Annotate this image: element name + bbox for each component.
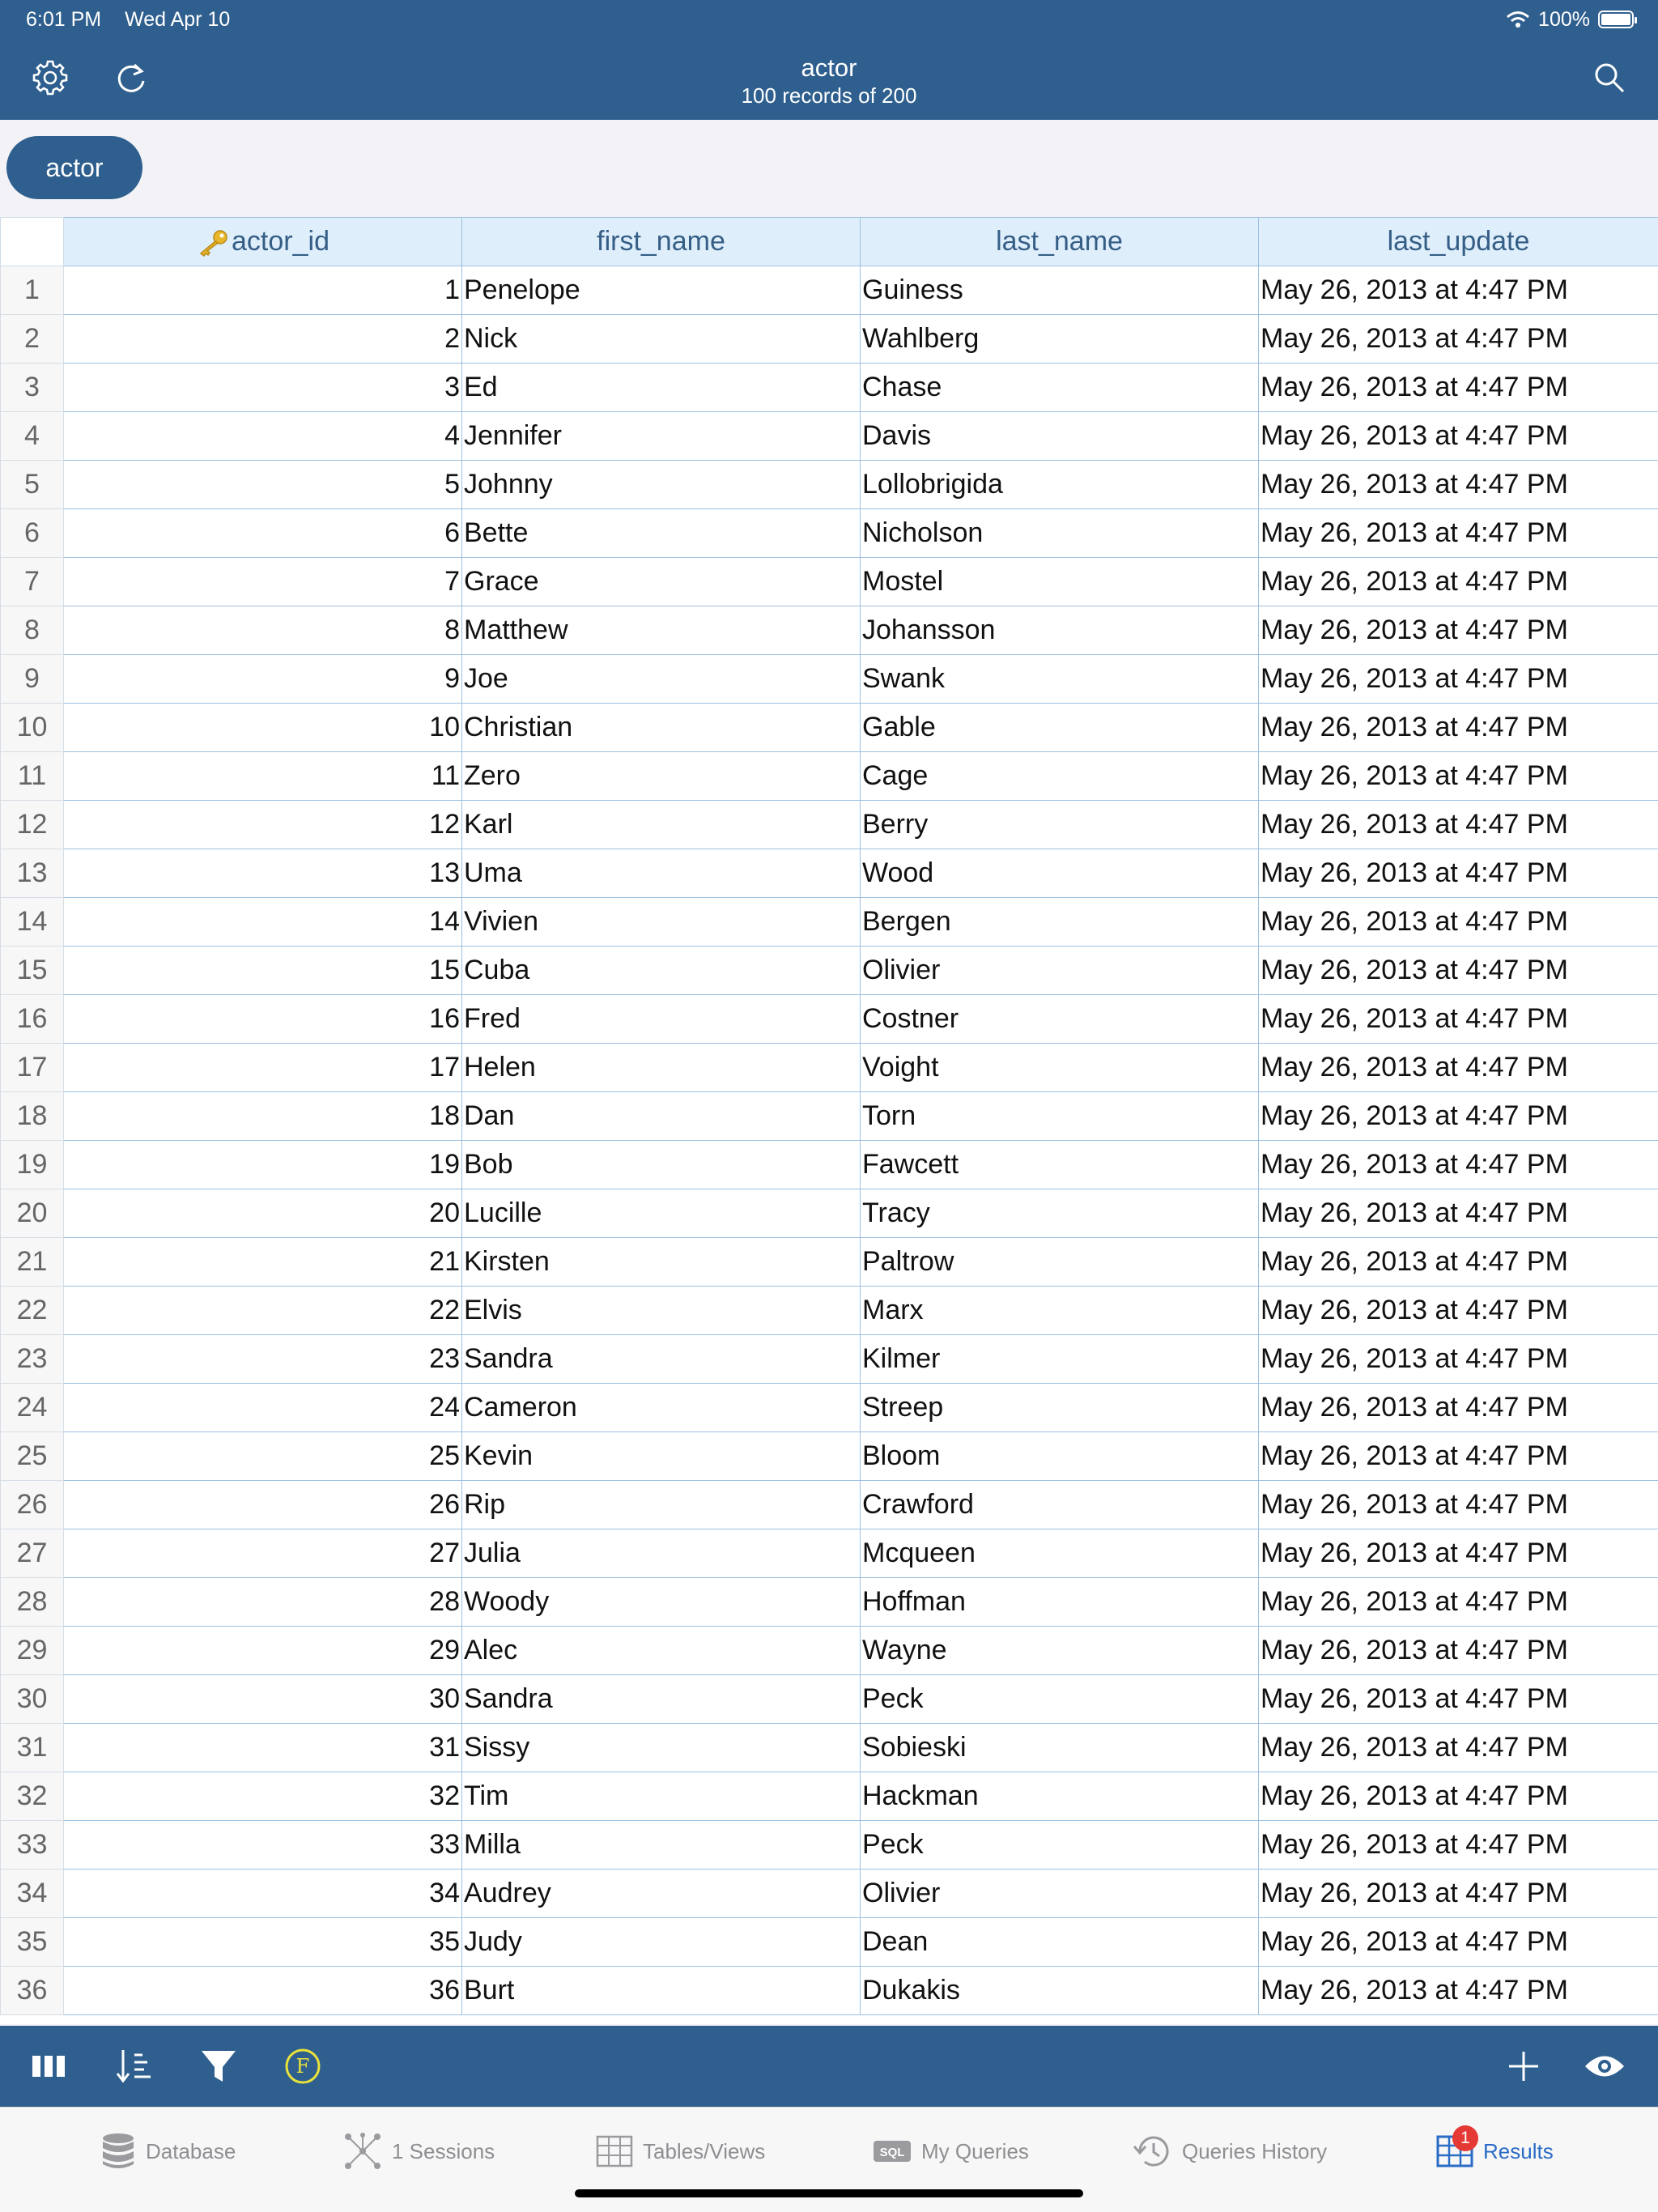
cell-last-name[interactable]: Olivier (861, 1870, 1259, 1918)
cell-actor-id[interactable]: 13 (64, 849, 462, 898)
table-row[interactable] (1, 946, 1658, 995)
cell-last-name[interactable]: Dean (861, 1918, 1259, 1967)
cell-first-name[interactable]: Fred (462, 995, 861, 1044)
cell-first-name[interactable]: Alec (462, 1627, 861, 1675)
cell-first-name[interactable]: Rip (462, 1481, 861, 1529)
row-number: 9 (1, 655, 64, 704)
cell-actor-id[interactable]: 3 (64, 364, 462, 412)
table-row[interactable] (1, 704, 1658, 752)
cell-last-name[interactable]: Fawcett (861, 1141, 1259, 1189)
cell-last-name[interactable]: Costner (861, 995, 1259, 1044)
cell-last-update[interactable]: May 26, 2013 at 4:47 PM (1259, 558, 1658, 606)
row-number: 21 (1, 1238, 64, 1287)
row-number: 28 (1, 1578, 64, 1627)
column-header-actor-id[interactable] (64, 218, 462, 266)
cell-first-name[interactable]: Ed (462, 364, 861, 412)
cell-last-name[interactable]: Wahlberg (861, 315, 1259, 364)
cell-first-name[interactable]: Zero (462, 752, 861, 801)
cell-first-name[interactable]: Matthew (462, 606, 861, 655)
results-grid[interactable] (0, 217, 1658, 2024)
table-row[interactable] (1, 1772, 1658, 1821)
cell-last-name[interactable]: Berry (861, 801, 1259, 849)
cell-actor-id[interactable]: 12 (64, 801, 462, 849)
cell-last-name[interactable]: Crawford (861, 1481, 1259, 1529)
home-indicator (575, 2189, 1083, 2197)
row-number: 13 (1, 849, 64, 898)
cell-first-name[interactable]: Joe (462, 655, 861, 704)
tab-actor[interactable]: actor (6, 136, 142, 199)
sort-icon[interactable] (113, 2045, 155, 2087)
cell-last-update[interactable]: May 26, 2013 at 4:47 PM (1259, 1335, 1658, 1384)
row-number: 17 (1, 1044, 64, 1092)
table-row[interactable] (1, 1578, 1658, 1627)
cell-first-name[interactable]: Kevin (462, 1432, 861, 1481)
cell-last-update[interactable]: May 26, 2013 at 4:47 PM (1259, 1384, 1658, 1432)
table-row[interactable] (1, 1238, 1658, 1287)
cell-last-update[interactable]: May 26, 2013 at 4:47 PM (1259, 364, 1658, 412)
table-row[interactable] (1, 266, 1658, 315)
tab-label: My Queries (921, 2138, 1029, 2163)
row-number: 33 (1, 1821, 64, 1870)
cell-first-name[interactable]: Johnny (462, 461, 861, 509)
row-number: 34 (1, 1870, 64, 1918)
cell-actor-id[interactable]: 16 (64, 995, 462, 1044)
cell-last-name[interactable]: Swank (861, 655, 1259, 704)
cell-last-name[interactable]: Mcqueen (861, 1529, 1259, 1578)
cell-first-name[interactable]: Uma (462, 849, 861, 898)
row-number: 10 (1, 704, 64, 752)
cell-last-name[interactable]: Bloom (861, 1432, 1259, 1481)
cell-last-name[interactable]: Streep (861, 1384, 1259, 1432)
row-number: 6 (1, 509, 64, 558)
row-number: 23 (1, 1335, 64, 1384)
row-number: 2 (1, 315, 64, 364)
row-number: 7 (1, 558, 64, 606)
table-row[interactable] (1, 412, 1658, 461)
row-number: 22 (1, 1287, 64, 1335)
cell-first-name[interactable]: Jennifer (462, 412, 861, 461)
cell-last-name[interactable]: Hoffman (861, 1578, 1259, 1627)
table-row[interactable] (1, 1335, 1658, 1384)
table-row[interactable] (1, 1918, 1658, 1967)
row-number: 31 (1, 1724, 64, 1772)
cell-last-name[interactable]: Bergen (861, 898, 1259, 946)
table-row[interactable] (1, 1724, 1658, 1772)
row-number: 5 (1, 461, 64, 509)
cell-first-name[interactable]: Sandra (462, 1335, 861, 1384)
cell-last-update[interactable]: May 26, 2013 at 4:47 PM (1259, 1238, 1658, 1287)
row-number: 32 (1, 1772, 64, 1821)
row-number: 36 (1, 1967, 64, 2015)
table-row[interactable] (1, 898, 1658, 946)
cell-last-update[interactable]: May 26, 2013 at 4:47 PM (1259, 461, 1658, 509)
filter-icon[interactable] (198, 2045, 240, 2087)
cell-first-name[interactable]: Lucille (462, 1189, 861, 1238)
table-row[interactable] (1, 1821, 1658, 1870)
table-icon (596, 2135, 633, 2167)
row-number: 1 (1, 266, 64, 315)
tab-my-queries[interactable] (873, 2129, 1029, 2174)
column-header-label: actor_id (232, 226, 329, 257)
cell-actor-id[interactable]: 2 (64, 315, 462, 364)
cell-actor-id[interactable]: 27 (64, 1529, 462, 1578)
cell-last-update[interactable]: May 26, 2013 at 4:47 PM (1259, 1724, 1658, 1772)
table-row[interactable] (1, 558, 1658, 606)
columns-icon[interactable] (28, 2045, 70, 2087)
table-row[interactable] (1, 995, 1658, 1044)
cell-first-name[interactable]: Sissy (462, 1724, 861, 1772)
table-row[interactable] (1, 1967, 1658, 2015)
table-row[interactable] (1, 364, 1658, 412)
table-row[interactable] (1, 461, 1658, 509)
row-number: 19 (1, 1141, 64, 1189)
row-number: 35 (1, 1918, 64, 1967)
cell-last-update[interactable]: May 26, 2013 at 4:47 PM (1259, 898, 1658, 946)
tab-label: Queries History (1182, 2138, 1328, 2163)
cell-last-name[interactable]: Voight (861, 1044, 1259, 1092)
cell-last-name[interactable]: Lollobrigida (861, 461, 1259, 509)
row-number: 20 (1, 1189, 64, 1238)
cell-last-update[interactable]: May 26, 2013 at 4:47 PM (1259, 752, 1658, 801)
sessions-icon (343, 2132, 382, 2171)
row-number: 24 (1, 1384, 64, 1432)
cell-last-update[interactable]: May 26, 2013 at 4:47 PM (1259, 1918, 1658, 1967)
table-row[interactable] (1, 1189, 1658, 1238)
header-row (1, 218, 1658, 266)
cell-actor-id[interactable]: 24 (64, 1384, 462, 1432)
cell-last-update[interactable]: May 26, 2013 at 4:47 PM (1259, 1481, 1658, 1529)
table-row[interactable] (1, 1287, 1658, 1335)
cell-first-name[interactable]: Judy (462, 1918, 861, 1967)
cell-last-update[interactable]: May 26, 2013 at 4:47 PM (1259, 995, 1658, 1044)
cell-actor-id[interactable]: 30 (64, 1675, 462, 1724)
cell-last-update[interactable]: May 26, 2013 at 4:47 PM (1259, 849, 1658, 898)
row-number: 8 (1, 606, 64, 655)
data-table (0, 217, 1658, 2015)
row-number: 25 (1, 1432, 64, 1481)
table-row[interactable] (1, 1481, 1658, 1529)
table-row[interactable] (1, 1529, 1658, 1578)
cell-last-update[interactable]: May 26, 2013 at 4:47 PM (1259, 1675, 1658, 1724)
cell-last-update[interactable]: May 26, 2013 at 4:47 PM (1259, 1189, 1658, 1238)
cell-last-update[interactable]: May 26, 2013 at 4:47 PM (1259, 1772, 1658, 1821)
row-number: 18 (1, 1092, 64, 1141)
table-row[interactable] (1, 1870, 1658, 1918)
primary-key-icon (196, 229, 228, 257)
row-number: 27 (1, 1529, 64, 1578)
cell-last-update[interactable]: May 26, 2013 at 4:47 PM (1259, 509, 1658, 558)
row-number: 11 (1, 752, 64, 801)
cell-actor-id[interactable]: 36 (64, 1967, 462, 2015)
row-number: 26 (1, 1481, 64, 1529)
cell-actor-id[interactable]: 23 (64, 1335, 462, 1384)
status-bar-left (26, 6, 248, 32)
cell-actor-id[interactable]: 35 (64, 1918, 462, 1967)
tab-label: 1 Sessions (392, 2138, 495, 2163)
table-row[interactable] (1, 1044, 1658, 1092)
cell-first-name[interactable]: Bob (462, 1141, 861, 1189)
cell-first-name[interactable]: Vivien (462, 898, 861, 946)
table-row[interactable] (1, 1675, 1658, 1724)
row-number: 15 (1, 946, 64, 995)
column-header-last-update[interactable]: last_update (1259, 218, 1658, 266)
column-header-last-name[interactable]: last_name (861, 218, 1259, 266)
battery-icon (1598, 11, 1634, 28)
tab-label: Tables/Views (643, 2138, 766, 2163)
cell-last-name[interactable]: Kilmer (861, 1335, 1259, 1384)
cell-actor-id[interactable]: 19 (64, 1141, 462, 1189)
cell-actor-id[interactable]: 21 (64, 1238, 462, 1287)
svg-text:F: F (295, 2055, 310, 2078)
cell-last-name[interactable]: Tracy (861, 1189, 1259, 1238)
cell-last-name[interactable]: Mostel (861, 558, 1259, 606)
search-icon[interactable] (1588, 57, 1630, 99)
cell-actor-id[interactable]: 22 (64, 1287, 462, 1335)
cell-first-name[interactable]: Nick (462, 315, 861, 364)
tab-sessions[interactable] (343, 2129, 495, 2174)
table-row[interactable] (1, 655, 1658, 704)
cell-last-update[interactable]: May 26, 2013 at 4:47 PM (1259, 606, 1658, 655)
cell-last-name[interactable]: Wood (861, 849, 1259, 898)
table-row[interactable] (1, 801, 1658, 849)
function-icon[interactable] (282, 2045, 324, 2087)
page-title: actor (801, 53, 857, 82)
cell-actor-id[interactable]: 11 (64, 752, 462, 801)
cell-first-name[interactable]: Sandra (462, 1675, 861, 1724)
cell-last-name[interactable]: Nicholson (861, 509, 1259, 558)
table-row[interactable] (1, 1092, 1658, 1141)
cell-last-name[interactable]: Guiness (861, 266, 1259, 315)
cell-last-name[interactable]: Torn (861, 1092, 1259, 1141)
cell-last-update[interactable]: May 26, 2013 at 4:47 PM (1259, 1578, 1658, 1627)
tab-database[interactable] (100, 2129, 236, 2174)
cell-last-name[interactable]: Cage (861, 752, 1259, 801)
navigation-bar (0, 0, 1658, 120)
cell-last-update[interactable]: May 26, 2013 at 4:47 PM (1259, 1287, 1658, 1335)
cell-first-name[interactable]: Cuba (462, 946, 861, 995)
cell-actor-id[interactable]: 26 (64, 1481, 462, 1529)
cell-actor-id[interactable]: 33 (64, 1821, 462, 1870)
row-number: 4 (1, 412, 64, 461)
table-row[interactable] (1, 1627, 1658, 1675)
cell-last-name[interactable]: Gable (861, 704, 1259, 752)
cell-actor-id[interactable]: 18 (64, 1092, 462, 1141)
cell-last-update[interactable]: May 26, 2013 at 4:47 PM (1259, 1529, 1658, 1578)
cell-actor-id[interactable]: 29 (64, 1627, 462, 1675)
cell-actor-id[interactable]: 5 (64, 461, 462, 509)
cell-last-update[interactable]: May 26, 2013 at 4:47 PM (1259, 1821, 1658, 1870)
cell-actor-id[interactable]: 34 (64, 1870, 462, 1918)
cell-last-update[interactable]: May 26, 2013 at 4:47 PM (1259, 1092, 1658, 1141)
svg-text:SQL: SQL (879, 2146, 905, 2159)
cell-actor-id[interactable]: 32 (64, 1772, 462, 1821)
cell-last-update[interactable]: May 26, 2013 at 4:47 PM (1259, 1627, 1658, 1675)
cell-actor-id[interactable]: 8 (64, 606, 462, 655)
cell-first-name[interactable]: Helen (462, 1044, 861, 1092)
cell-last-name[interactable]: Wayne (861, 1627, 1259, 1675)
row-number: 12 (1, 801, 64, 849)
cell-last-name[interactable]: Peck (861, 1675, 1259, 1724)
cell-actor-id[interactable]: 6 (64, 509, 462, 558)
table-body (1, 266, 1658, 2015)
row-number: 29 (1, 1627, 64, 1675)
grid-toolbar (0, 2026, 1658, 2107)
row-number: 3 (1, 364, 64, 412)
table-row[interactable] (1, 315, 1658, 364)
status-time: 6:01 PM (26, 8, 102, 31)
cell-actor-id[interactable]: 28 (64, 1578, 462, 1627)
cell-first-name[interactable]: Cameron (462, 1384, 861, 1432)
results-icon (1436, 2129, 1473, 2167)
cell-actor-id[interactable]: 14 (64, 898, 462, 946)
cell-last-name[interactable]: Olivier (861, 946, 1259, 995)
corner-cell (1, 218, 64, 266)
table-row[interactable] (1, 1384, 1658, 1432)
cell-actor-id[interactable]: 15 (64, 946, 462, 995)
cell-first-name[interactable]: Woody (462, 1578, 861, 1627)
sql-icon (873, 2140, 912, 2163)
wifi-icon (1506, 10, 1530, 29)
cell-actor-id[interactable]: 10 (64, 704, 462, 752)
cell-actor-id[interactable]: 25 (64, 1432, 462, 1481)
table-row[interactable] (1, 752, 1658, 801)
cell-first-name[interactable]: Burt (462, 1967, 861, 2015)
row-number: 30 (1, 1675, 64, 1724)
results-badge: 1 (1452, 2125, 1478, 2151)
tab-label: Database (146, 2138, 236, 2163)
cell-last-update[interactable]: May 26, 2013 at 4:47 PM (1259, 1432, 1658, 1481)
cell-last-update[interactable]: May 26, 2013 at 4:47 PM (1259, 266, 1658, 315)
cell-last-update[interactable]: May 26, 2013 at 4:47 PM (1259, 412, 1658, 461)
cell-last-name[interactable]: Peck (861, 1821, 1259, 1870)
cell-first-name[interactable]: Kirsten (462, 1238, 861, 1287)
status-date: Wed Apr 10 (125, 8, 231, 31)
tab-queries-history[interactable] (1132, 2129, 1327, 2174)
cell-first-name[interactable]: Audrey (462, 1870, 861, 1918)
cell-first-name[interactable]: Elvis (462, 1287, 861, 1335)
cell-first-name[interactable]: Dan (462, 1092, 861, 1141)
cell-actor-id[interactable]: 4 (64, 412, 462, 461)
battery-percent: 100% (1538, 8, 1590, 31)
cell-first-name[interactable]: Tim (462, 1772, 861, 1821)
cell-actor-id[interactable]: 17 (64, 1044, 462, 1092)
cell-last-name[interactable]: Marx (861, 1287, 1259, 1335)
cell-last-update[interactable]: May 26, 2013 at 4:47 PM (1259, 655, 1658, 704)
history-icon (1132, 2132, 1172, 2171)
database-icon (100, 2132, 136, 2171)
tab-results[interactable] (1436, 2129, 1554, 2174)
column-header-first-name[interactable]: first_name (462, 218, 861, 266)
tab-label: Results (1483, 2138, 1554, 2163)
row-number: 16 (1, 995, 64, 1044)
cell-last-name[interactable]: Sobieski (861, 1724, 1259, 1772)
cell-last-name[interactable]: Dukakis (861, 1967, 1259, 2015)
table-row[interactable] (1, 849, 1658, 898)
cell-last-name[interactable]: Chase (861, 364, 1259, 412)
cell-first-name[interactable]: Milla (462, 1821, 861, 1870)
cell-first-name[interactable]: Grace (462, 558, 861, 606)
eye-icon[interactable] (1584, 2045, 1626, 2087)
cell-actor-id[interactable]: 7 (64, 558, 462, 606)
cell-actor-id[interactable]: 31 (64, 1724, 462, 1772)
cell-last-update[interactable]: May 26, 2013 at 4:47 PM (1259, 315, 1658, 364)
cell-last-update[interactable]: May 26, 2013 at 4:47 PM (1259, 946, 1658, 995)
cell-last-name[interactable]: Davis (861, 412, 1259, 461)
cell-first-name[interactable]: Julia (462, 1529, 861, 1578)
cell-actor-id[interactable]: 20 (64, 1189, 462, 1238)
cell-last-update[interactable]: May 26, 2013 at 4:47 PM (1259, 1870, 1658, 1918)
cell-actor-id[interactable]: 1 (64, 266, 462, 315)
tab-tables-views[interactable] (596, 2129, 765, 2174)
status-bar-right (1506, 6, 1634, 32)
cell-first-name[interactable]: Christian (462, 704, 861, 752)
cell-last-update[interactable]: May 26, 2013 at 4:47 PM (1259, 801, 1658, 849)
cell-last-name[interactable]: Hackman (861, 1772, 1259, 1821)
row-number: 14 (1, 898, 64, 946)
table-row[interactable] (1, 1432, 1658, 1481)
add-icon[interactable] (1503, 2045, 1545, 2087)
table-row[interactable] (1, 606, 1658, 655)
cell-first-name[interactable]: Karl (462, 801, 861, 849)
cell-last-update[interactable]: May 26, 2013 at 4:47 PM (1259, 1044, 1658, 1092)
cell-actor-id[interactable]: 9 (64, 655, 462, 704)
cell-last-update[interactable]: May 26, 2013 at 4:47 PM (1259, 1141, 1658, 1189)
cell-last-update[interactable]: May 26, 2013 at 4:47 PM (1259, 1967, 1658, 2015)
cell-last-name[interactable]: Paltrow (861, 1238, 1259, 1287)
cell-first-name[interactable]: Bette (462, 509, 861, 558)
table-row[interactable] (1, 509, 1658, 558)
table-tabs (0, 120, 1658, 217)
record-count: 100 records of 200 (741, 83, 917, 108)
cell-last-name[interactable]: Johansson (861, 606, 1259, 655)
table-row[interactable] (1, 1141, 1658, 1189)
cell-last-update[interactable]: May 26, 2013 at 4:47 PM (1259, 704, 1658, 752)
cell-first-name[interactable]: Penelope (462, 266, 861, 315)
